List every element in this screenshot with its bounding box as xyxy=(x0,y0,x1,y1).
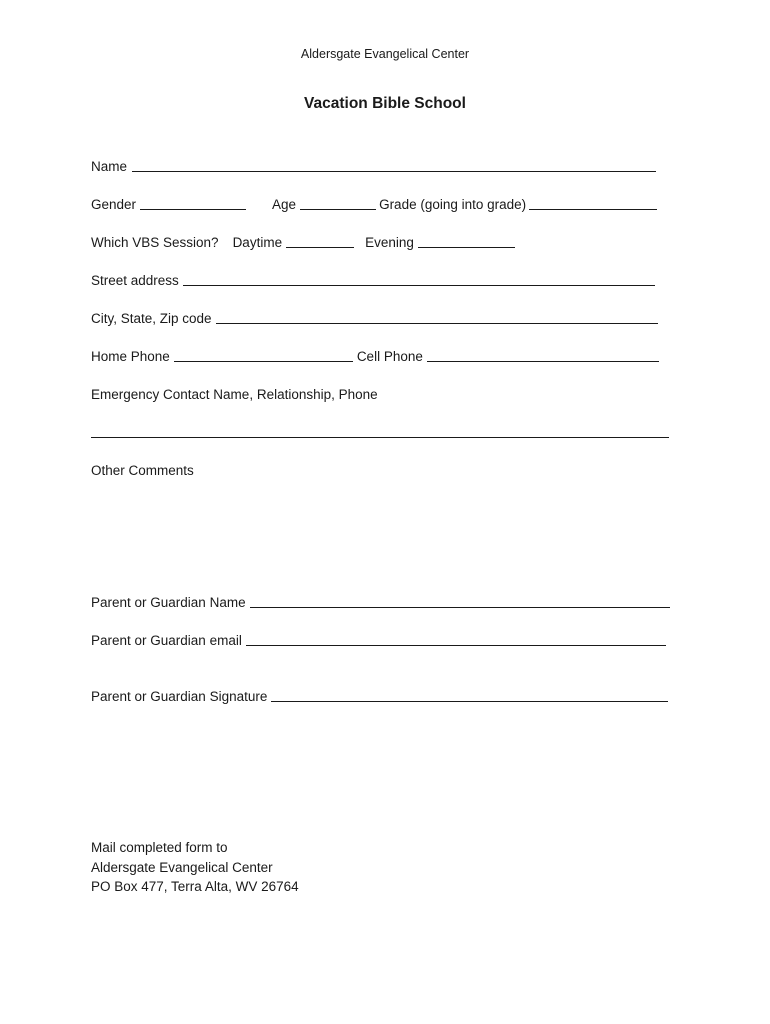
form-title: Vacation Bible School xyxy=(304,95,466,112)
city-state-zip-row xyxy=(91,307,658,327)
mailing-instruction: Mail completed form to xyxy=(91,840,228,855)
vbs-session-row xyxy=(91,231,515,251)
daytime-label: Daytime xyxy=(232,235,283,250)
grade-label: Grade (going into grade) xyxy=(379,197,527,212)
name-label: Name xyxy=(91,159,128,174)
guardian-email-label: Parent or Guardian email xyxy=(91,633,242,648)
guardian-email-row xyxy=(91,629,666,649)
phone-row xyxy=(91,345,659,365)
grade-field[interactable] xyxy=(529,208,657,210)
mailing-address-block xyxy=(91,838,299,897)
emergency-contact-label: Emergency Contact Name, Relationship, Phone xyxy=(91,387,378,402)
guardian-email-field[interactable] xyxy=(246,644,666,646)
guardian-name-row xyxy=(91,591,670,611)
daytime-field[interactable] xyxy=(286,246,354,248)
guardian-name-label: Parent or Guardian Name xyxy=(91,595,246,610)
guardian-name-field[interactable] xyxy=(250,606,670,608)
mailing-address: PO Box 477, Terra Alta, WV 26764 xyxy=(91,879,299,895)
gender-label: Gender xyxy=(91,197,137,212)
evening-label: Evening xyxy=(365,235,414,250)
name-row xyxy=(91,155,656,175)
home-phone-label: Home Phone xyxy=(91,349,170,364)
street-address-label: Street address xyxy=(91,273,179,288)
guardian-signature-row xyxy=(91,685,668,705)
guardian-signature-label: Parent or Guardian Signature xyxy=(91,689,268,704)
cell-phone-field[interactable] xyxy=(427,360,659,362)
evening-field[interactable] xyxy=(418,246,515,248)
city-state-zip-field[interactable] xyxy=(216,322,658,324)
other-comments-label: Other Comments xyxy=(91,463,194,478)
mailing-recipient: Aldersgate Evangelical Center xyxy=(91,859,273,875)
organization-header: Aldersgate Evangelical Center xyxy=(300,47,470,61)
gender-age-grade-row xyxy=(91,193,657,213)
city-state-zip-label: City, State, Zip code xyxy=(91,311,212,326)
vbs-session-label: Which VBS Session? xyxy=(91,235,219,250)
age-field[interactable] xyxy=(300,208,376,210)
home-phone-field[interactable] xyxy=(174,360,353,362)
age-label: Age xyxy=(272,197,297,212)
guardian-signature-field[interactable] xyxy=(271,700,668,702)
name-field[interactable] xyxy=(132,170,656,172)
gender-field[interactable] xyxy=(140,208,246,210)
cell-phone-label: Cell Phone xyxy=(356,349,423,364)
street-address-row xyxy=(91,269,655,289)
other-comments-row xyxy=(91,459,194,479)
emergency-contact-field[interactable] xyxy=(91,437,669,438)
street-address-field[interactable] xyxy=(183,284,655,286)
emergency-contact-row xyxy=(91,383,378,403)
